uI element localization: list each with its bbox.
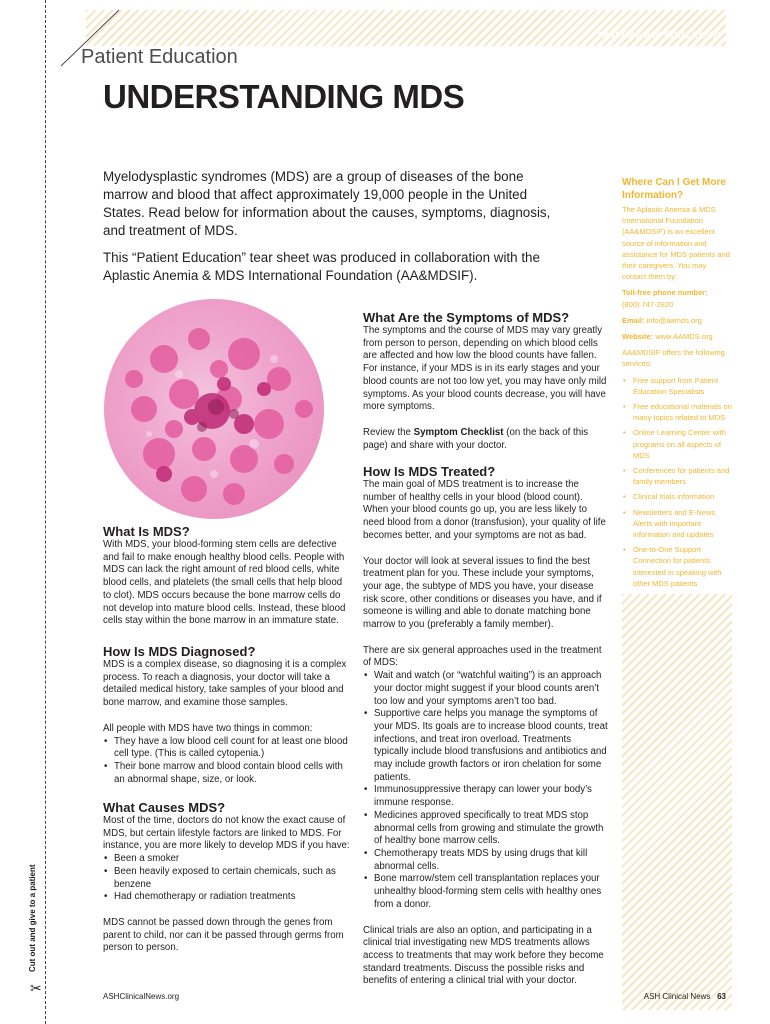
page-number: 63 <box>717 992 726 1001</box>
treatment-heading: How Is MDS Treated? <box>363 464 496 479</box>
intro-paragraph-2: This “Patient Education” tear sheet was produced in collaboration with the Aplastic Anemia & MDS International Foundation (AA&MDSIF). <box>103 250 540 283</box>
what-is-mds-text: With MDS, your blood-forming stem cells are defective and fail to make enough healthy blood cells. People with MDS can lack the right amount of red blood cells, white blood cells, and platelets (the small cells that help blood to clot). MDS occurs because the bone marrow cells do not develop into mature blood cells. Instead, these blood cells stay within the bone marrow in an immature state. <box>103 539 346 627</box>
sidebar-intro: The Aplastic Anemia & MDS International Foundation (AA&MDSIF) is an excellent source of information and assistance for MDS patients and their caregivers. You may contact them by: <box>622 205 730 282</box>
services-list <box>622 375 732 589</box>
info-sidebar <box>622 176 732 593</box>
treatment-paragraph-4: Clinical trials are also an option, and participating in a clinical trial investigating new MDS treatments allows access to treatments that may work before they become standard treatments. Discuss the possible risks and benefits of entering a clinical trial with your doctor. <box>363 924 604 987</box>
treatment-paragraph-3: There are six general approaches used in the treatment of MDS: <box>363 644 602 669</box>
what-is-mds-heading: What Is MDS? <box>103 524 190 539</box>
causes-paragraph-1: Most of the time, doctors do not know the exact cause of MDS, but certain lifestyle factors are linked to MDS. For instance, you are more likely to develop MDS if you have: <box>103 815 350 852</box>
list-item: • Free support from Patient Education Specialists <box>622 375 732 397</box>
list-item: • Been heavily exposed to certain chemicals, such as benzene <box>103 866 351 891</box>
symptoms-heading: What Are the Symptoms of MDS? <box>363 310 570 325</box>
email-link[interactable]: info@aamds.org <box>646 315 702 325</box>
page-title: UNDERSTANDING MDS <box>103 78 465 115</box>
causes-section <box>103 800 351 955</box>
list-item: • Online Learning Center with programs on all aspects of MDS <box>622 427 732 461</box>
sidebar-website: Website: www.AAMDS.org <box>622 332 713 342</box>
list-item: • Newsletters and E-News Alerts with important information and updates <box>622 507 732 541</box>
intro-paragraph-1: Myelodysplastic syndromes (MDS) are a group of diseases of the bone marrow and blood that affect approximately 19,000 people in the United States. Read below for information about the causes, symptoms, diagnosis, and treatment of MDS. <box>103 169 551 238</box>
list-item: • Been a smoker <box>103 853 351 866</box>
what-is-mds-section <box>103 524 351 628</box>
causes-bullet-list <box>103 853 351 904</box>
treatment-section <box>363 464 608 988</box>
list-item: • Had chemotherapy or radiation treatments <box>103 891 351 904</box>
treatment-bullet-list <box>363 670 608 911</box>
header-hatch-band <box>86 10 726 46</box>
cut-instruction: Cut out and give to a patient <box>28 864 37 972</box>
section-kicker: TRAINING and EDUCATION <box>596 30 720 40</box>
cut-line <box>45 0 46 1024</box>
list-item: • Chemotherapy treats MDS by using drugs that kill abnormal cells. <box>363 848 608 873</box>
list-item: • Clinical trials information <box>622 491 732 502</box>
list-item: • One-to-One Support Connection for patients interested in speaking with other MDS patients <box>622 544 732 589</box>
blood-cells-image <box>104 299 324 519</box>
footer-site: ASHClinicalNews.org <box>103 992 180 1001</box>
website-link[interactable]: www.AAMDS.org <box>655 332 713 342</box>
sidebar-hatch-panel <box>622 594 732 1010</box>
list-item: • Wait and watch (or “watchful waiting”) is an approach your doctor might suggest if your blood counts aren’t too low and your symptoms aren’t too bad. <box>363 670 608 708</box>
list-item: • Medicines approved specifically to treat MDS stop abnormal cells from growing and stimulate the growth of healthy bone marrow cells. <box>363 810 608 848</box>
list-item: • Their bone marrow and blood contain blood cells with an abnormal shape, size, or look. <box>103 761 351 786</box>
list-item: • Immunosuppressive therapy can lower your body’s immune response. <box>363 784 608 809</box>
diagnosis-bullet-list <box>103 736 351 787</box>
diagnosis-heading: How Is MDS Diagnosed? <box>103 644 256 659</box>
sidebar-email: Email: info@aamds.org <box>622 315 702 325</box>
symptom-checklist-ref: Symptom Checklist <box>413 426 504 438</box>
list-item: • Free educational materials on many topics related to MDS <box>622 401 732 423</box>
footer-publication: ASH Clinical News 63 <box>643 992 726 1001</box>
list-item: • Bone marrow/stem cell transplantation replaces your unhealthy blood-forming stem cells with healthy ones from a donor. <box>363 873 608 911</box>
causes-paragraph-2: MDS cannot be passed down through the genes from parent to child, nor can it be passed through germs from person to person. <box>103 916 344 954</box>
symptoms-paragraph-2: Review the Symptom Checklist (on the back of this page) and share with your doctor. <box>363 426 589 451</box>
diagnosis-section <box>103 644 351 786</box>
diagnosis-paragraph-1: MDS is a complex disease, so diagnosing it is a complex process. To reach a diagnosis, your doctor will take a detailed medical history, take samples of your blood and bone marrow, and examine those samples. <box>103 659 347 709</box>
causes-heading: What Causes MDS? <box>103 800 226 815</box>
section-label: Patient Education <box>81 46 238 68</box>
symptoms-section <box>363 310 608 452</box>
sidebar-phone: Toll-free phone number: (800) 747-2820 <box>622 288 708 309</box>
list-item: • They have a low blood cell count for at least one blood cell type. (This is called cytopenia.) <box>103 736 351 761</box>
sidebar-services-intro: AA&MDSIF offers the following services: <box>622 348 725 369</box>
list-item: • Supportive care helps you manage the symptoms of your MDS. Its goals are to increase blood counts, treat infections, and treat iron overload. Treatments typically include blood transfusions and antibiotics and may include growth factors or iron chelation for some patients. <box>363 708 608 784</box>
treatment-paragraph-2: Your doctor will look at several issues to find the best treatment plan for you. These include your symptoms, your age, the subtype of MDS you have, your disease risk score, other conditions or diseases you have, and if someone is willing and able to donate matching bone marrow to you (preferably a family member). <box>363 555 602 631</box>
list-item: • Conferences for patients and family members <box>622 465 732 487</box>
diagnosis-paragraph-2: All people with MDS have two things in common: <box>103 722 313 734</box>
sidebar-heading: Where Can I Get More Information? <box>622 177 726 201</box>
symptoms-paragraph-1: The symptoms and the course of MDS may vary greatly from person to person, depending on which blood cells are affected and how low the blood counts have fallen. For instance, if your MDS is in its early stages and your blood counts are not too low yet, you may have only mild symptoms. As your blood counts decrease, you will have more symptoms. <box>363 325 607 413</box>
treatment-paragraph-1: The main goal of MDS treatment is to increase the number of healthy cells in your blood (blood count). When your blood counts go up, you are less likely to need blood from a donor (transfusion), your quality of life becomes better, and your symptoms are not as bad. <box>363 479 606 541</box>
scissors-icon: ✂ <box>30 980 42 996</box>
